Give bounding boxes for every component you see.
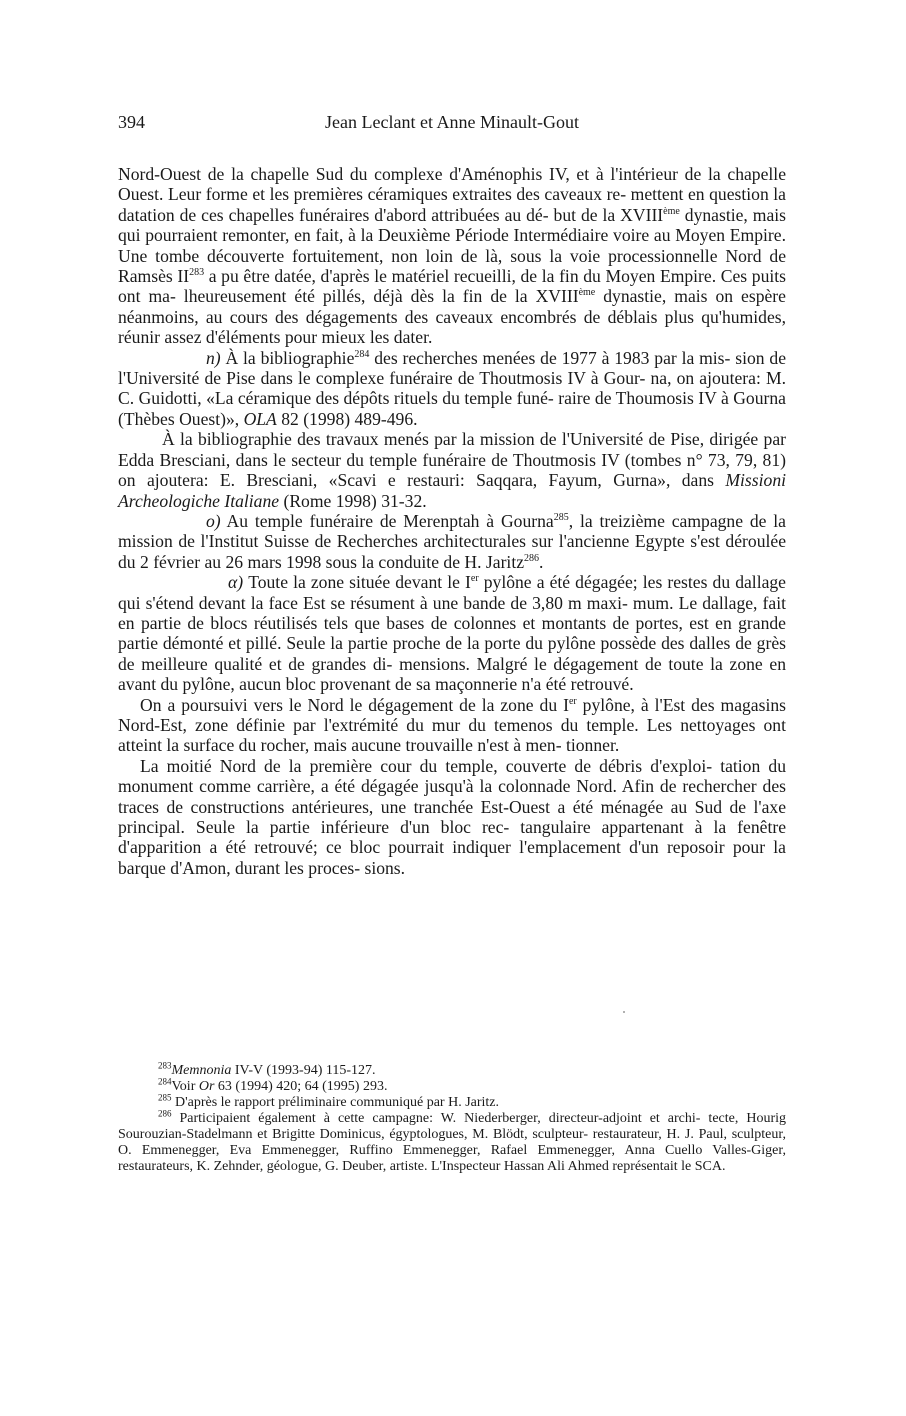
journal-title: OLA (243, 408, 277, 429)
item-label: o) (206, 510, 221, 531)
item-label: α) (228, 572, 244, 593)
paragraph: On a poursuivi vers le Nord le dégagement de la zone du Ier pylône, à l'Est des magasins Nord-Est, zone définie par l'extrémité du mur du temenos du temple. Les nettoyages ont atteint la surface du rocher, mais aucune trouvaille n'est à men- tionner. (118, 694, 786, 756)
paragraph: o) Au temple funéraire de Merenptah à Gourna$^{285}$, la treizième campagne de la mission de l'Institut Suisse de Recherches architecturales sur l'ancienne Egypte s'est déroulée du 2 février au 26 mars 1998 sous la conduite de H. Jaritz$^{286}$. (118, 510, 786, 572)
page-header (118, 112, 786, 138)
footnote-number: 283 (158, 1060, 172, 1071)
footnote-number: 285 (158, 1092, 172, 1103)
footnote: $^{284}$Voir Or 63 (1994) 420; 64 (1995) 293. (158, 1076, 388, 1094)
item-label: n) (206, 347, 221, 368)
paragraph: La moitié Nord de la première cour du temple, couverte de débris d'exploi- tation du monument comme carrière, a été dégagée jusqu'à la colonnade Nord. Afin de rechercher des traces de constructions antérieures, une tranchée Est-Ouest a été ménagée au Sud de l'axe principal. Seule la partie inférieure d'un bloc rec- tangulaire appartenant à la fenêtre d'apparition a été retrouvé; ce bloc pourrait indiquer l'emplacement d'un reposoir pour la barque d'Amon, durant les proces- sions. (118, 755, 786, 878)
footnote: $^{283}$Memnonia IV-V (1993-94) 115-127. (158, 1060, 376, 1078)
paragraph: Nord-Ouest de la chapelle Sud du complexe d'Aménophis IV, et à l'intérieur de la chapelle Ouest. Leur forme et les premières céramiques extraites des caveaux re- mettent en question la datation de ces chapelles funéraires d'abord attribuées au dé- but de la XVIIIème dynastie, mais qui pourraient remonter, en fait, à la Deuxième Période Intermédiaire voire au Moyen Empire. Une tombe découverte fortuitement, non loin de là, sous la voie processionnelle Nord de Ramsès II$^{283}$ a pu être datée, d'après le matériel recueilli, de la fin du Moyen Empire. Ces puits ont ma- lheureusement été pillés, déjà dès la fin de la XVIIIème dynastie, mais on espère néanmoins, au cours des dégagements des caveaux encombrés de déblais plus qu'humides, réunir assez d'éléments pour mieux les dater. (118, 164, 786, 348)
footnote-number: 284 (158, 1076, 172, 1087)
footnote-ref: 285 (553, 512, 569, 524)
footnote-ref: 283 (189, 267, 205, 279)
footnote: $^{286}$ Participaient également à cette campagne: W. Niederberger, directeur-adjoint et archi- tecte, Hourig Sourouzian-Stadelmann et Brigitte Dominicus, égyptologues, M. Blödt, sculpteur- restaurateur, H. J. Paul, sculpteur, O. Emmenegger, Eva Emmenegger, Ruffino Emmenegger, Rafael Emmenegger, Anna Cuello Valles-Giger, restaurateurs, K. Zehnder, géologue, G. Deuber, artiste. L'Inspecteur Hassan Ali Ahmed représentait le SCA. (118, 1108, 787, 1174)
paragraph: À la bibliographie des travaux menés par la mission de l'Université de Pise, dirigée par Edda Bresciani, dans le secteur du temple funéraire de Thoutmosis IV (tombes n° 73, 79, 81) on ajoutera: E. Bresciani, «Scavi e restauri: Saqqara, Fayum, Gurna», dans Missioni Archeologiche Italiane (Rome 1998) 31-32. (118, 429, 786, 511)
paragraph: n) À la bibliographie$^{284}$ des recherches menées de 1977 à 1983 par la mis- sion de l'Université de Pise dans le complexe funéraire de Thoutmosis IV à Gour- na, on ajoutera: M. C. Guidotti, «La céramique des dépôts rituels du temple funé- raire de Thoumosis IV à Gourna (Thèbes Ouest)», OLA 82 (1998) 489-496. (118, 347, 786, 429)
speck (623, 1011, 625, 1013)
publication-title: Missioni Archeologiche Italiane (118, 470, 786, 511)
page-number: 394 (118, 112, 145, 132)
footnote-ref: 286 (524, 552, 540, 564)
main-text (118, 164, 786, 878)
footnote-number: 286 (158, 1108, 172, 1119)
footnotes (118, 1060, 787, 1175)
footnote: $^{285}$ D'après le rapport préliminaire communiqué par H. Jaritz. (158, 1092, 500, 1110)
running-title: Jean Leclant et Anne Minault-Gout (325, 112, 579, 132)
footnote-ref: 284 (354, 348, 370, 360)
paragraph: α) Toute la zone située devant le Ier pylône a été dégagée; les restes du dallage qui s'étend devant la face Est se résument à une bande de 3,80 m maxi- mum. Le dallage, fait en partie de blocs réutilisés tels que bases de colonnes et montants de portes, est en grande partie démonté et pillé. Seule la partie proche de la porte du pylône possède des dalles de grès de meilleure qualité et de grandes di- mensions. Malgré le dégagement de toute la zone en avant du pylône, aucun bloc provenant de sa maçonnerie n'a été retrouvé. (118, 572, 786, 695)
